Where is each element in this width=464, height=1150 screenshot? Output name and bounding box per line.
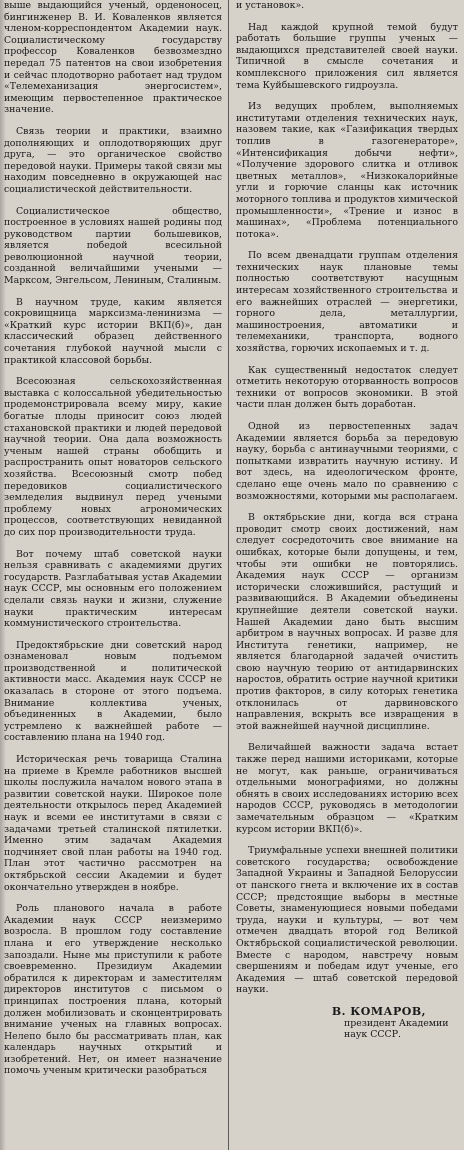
paragraph: По всем двенадцати группам отделения технических наук плановые темы полностью соответствуют насущным интересам хозяйственного строительства и его важнейших отраслей — энергетики, горного дела, металлургии, машиностроения, автоматики и телемеханики, транспорта, водного хозяйства, горючих ископаемых и т. д. xyxy=(236,250,458,355)
author-role xyxy=(236,1018,452,1040)
paragraph: Как существенный недостаток следует отметить некоторую оторванность вопросов техники от вопросов экономики. В этой части план должен быть доработан. xyxy=(236,364,458,411)
paragraph: В научном труде, каким является сокровищница марксизма-ленинизма — «Краткий курс истории ВКП(б)», дан классический образец действенного сочетания глубокой научной мысли с практикой классовой борьбы. xyxy=(4,296,222,366)
paragraph: Связь теории и практики, взаимно дополняющих и оплодотворяющих друг друга, — это органическое свойство передовой науки. Примеры такой связи мы находим повседневно в окружающей нас социалистической действительности. xyxy=(4,125,222,195)
paragraph: Над каждой крупной темой будут работать большие группы ученых — выдающихся представителей своей науки. Типичной в смысле сочетания и комплексного приложения сил является тема Куйбышевского гидроузла. xyxy=(236,21,458,91)
paragraph: Роль планового начала в работе Академии наук СССР неизмеримо возросла. В прошлом году составление плана и его утверждение несколько запоздали. Ныне мы приступили к работе своевременно. Президиум Академии обратился к директорам и заместителям директоров институтов с письмом о принципах построения плана, который должен мобилизовать и сконцентрировать внимание ученых на главных вопросах. Нелепо было бы рассматривать план, как календарь научных открытий и изобретений. Нет, он имеет назначение помочь ученым критически разобраться xyxy=(4,903,222,1077)
right-column xyxy=(236,0,458,1150)
paragraph: Величайшей важности задача встает также перед нашими историками, которые не могут, как раньше, ограничиваться отдельными монографиями, но должны обнять в своих исследованиях историю всех народов СССР, руководясь в методологии замечательным образцом — «Кратким курсом истории ВКП(б)». xyxy=(236,742,458,835)
author-role-line: президент Академии xyxy=(344,1017,449,1029)
paragraph: Одной из первостепенных задач Академии является борьба за передовую науку, борьба с антинаучными теориями, с попытками извратить научную истину. И вот здесь, на идеологическом фронте, сделано еще очень мало по сравнению с возможностями, которыми мы располагаем. xyxy=(236,421,458,502)
paragraph: выше выдающийся ученый, орденоносец, бингинженер В. И. Коваленков является членом-корреспондентом Академии наук. Социалистическому государству профессор Коваленков безвозмездно передал 75 патентов на свои изобретения и сейчас плодотворно работает над трудом «Телемеханизация энергосистем», имеющим первостепенное практическое значение. xyxy=(4,0,222,116)
left-column xyxy=(4,0,222,1150)
signature-block xyxy=(236,1006,458,1040)
paragraph: Всесоюзная сельскохозяйственная выставка с колоссальной убедительностью продемонстрировала всему миру, какие богатые плоды приносит союз людей стахановской практики и людей передовой научной теории. Она дала возможность ученым нашей страны обобщить и распространить опыт новаторов сельского хозяйства. Всесоюзный смотр побед передовиков социалистического земледелия выдвинул перед учеными проблему новых агрономических процессов, соответствующих невиданной до сих пор производительности труда. xyxy=(4,376,222,538)
author-name: В. КОМАРОВ, xyxy=(331,1004,426,1018)
column-divider xyxy=(228,0,229,1150)
paragraph: Триумфальные успехи внешней политики советского государства; освобождение Западной Украины и Западной Белоруссии от панского гнета и включение их в состав СССР; предстоящие выборы в местные Советы, знаменующиеся новыми победами труда, науки и культуры, — вот чем отмечен двадцать второй год Великой Октябрьской социалистической революции. Вместе с народом, навстречу новым свершениям и победам идут ученые, его Академия — штаб советской передовой науки. xyxy=(236,845,458,996)
paragraph: и установок». xyxy=(236,0,305,11)
author-role-line: наук СССР. xyxy=(344,1028,402,1040)
paragraph: Из ведущих проблем, выполняемых институтами отделения технических наук, назовем такие, как «Газификация твердых топлив в газогенераторе», «Интенсификация добычи нефти», «Получение здорового слитка и отливок цветных металлов», «Низкокалорийные угли и горючие сланцы как источник моторного топлива и продуктов химической промышленности», «Трение и износ в машинах», «Проблема потенциального потока». xyxy=(236,101,458,240)
paragraph: Социалистическое общество, построенное в условиях нашей родины под руководством партии большевиков, является победой всесильной революционной научной теории, созданной величайшими учеными — Марксом, Энгельсом, Лениным, Сталиным. xyxy=(4,205,222,287)
paragraph: Историческая речь товарища Сталина на приеме в Кремле работников высшей школы послужила началом нового этапа в развитии советской науки. Широкое поле деятельности открылось перед Академией наук и всеми ее институтами в связи с задачами третьей сталинской пятилетки. Именно этим задачам Академия подчиняет свой план работы на 1940 год. План этот частично рассмотрен на октябрьской сессии Академии и будет окончательно утвержден в ноябре. xyxy=(4,754,222,893)
paragraph: Вот почему штаб советской науки нельзя сравнивать с академиями других государств. Разглабатывая устав Академии наук СССР, мы основным его положением сделали связь науки и жизни, служение науки практическим интересам коммунистического строительства. xyxy=(4,548,222,630)
paragraph: Предоктябрьские дни советский народ ознаменовал новым подъемом производственной и политической активности масс. Академия наук СССР не оказалась в стороне от этого подъема. Внимание коллектива ученых, объединенных в Академии, было устремлено к важнейшей работе — составлению плана на 1940 год. xyxy=(4,639,222,744)
paragraph: В октябрьские дни, когда вся страна проводит смотр своих достижений, нам следует сосредоточить свое внимание на ошибках, которые были допущены, и тем, чтобы эти ошибки не повторялись. Академия наук СССР — организм исторически сложившийся, растущий и развивающийся. В Академии объединены крупнейшие деятели советской науки. Нашей Академии дано быть высшим арбитром в научных вопросах. И разве для Института генетики, например, не является благодарной задачей очистить свою научную теорию от антидарвинских наростов, обратить острие научной критики против факторов, в силу которых генетика отклонилась от дарвиновского направления, вскрыть все извращения в этой важнейшей научной дисциплине. xyxy=(236,512,458,732)
